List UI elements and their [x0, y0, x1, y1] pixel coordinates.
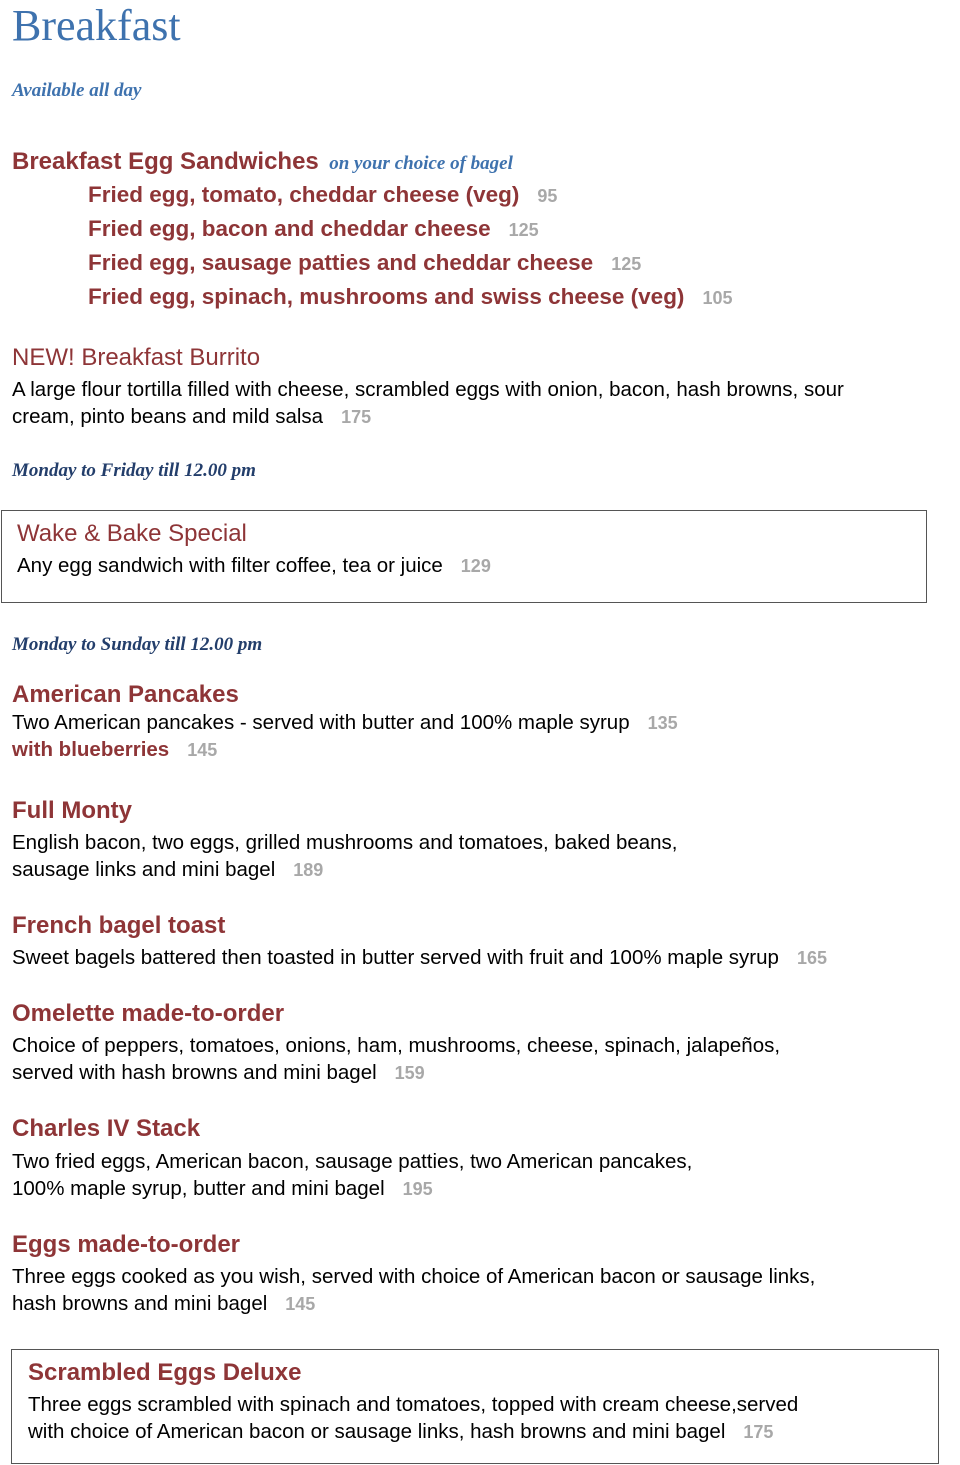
sandwich-item: Fried egg, tomato, cheddar cheese (veg) 95: [88, 182, 558, 207]
price: 95: [537, 186, 558, 206]
wake-bake-heading: Wake & Bake Special: [17, 520, 247, 547]
charles-line2: 100% maple syrup, butter and mini bagel 195: [12, 1177, 433, 1200]
price: 145: [187, 740, 218, 760]
pancakes-desc: Two American pancakes - served with butter and 100% maple syrup 135: [12, 711, 678, 734]
price: 125: [611, 254, 642, 274]
french-toast-heading: French bagel toast: [12, 912, 226, 939]
sandwiches-title: Breakfast Egg Sandwiches: [12, 148, 319, 175]
omelette-line1: Choice of peppers, tomatoes, onions, ham, mushrooms, cheese, spinach, jalapeños,: [12, 1034, 781, 1057]
price: 135: [647, 713, 678, 733]
price: 195: [402, 1179, 433, 1199]
price: 159: [394, 1063, 425, 1083]
scrambled-line1: Three eggs scrambled with spinach and tomatoes, topped with cream cheese,served: [28, 1393, 799, 1416]
eggs-line2: hash browns and mini bagel 145: [12, 1292, 316, 1315]
availability-note: Available all day: [12, 80, 142, 101]
french-toast-desc: Sweet bagels battered then toasted in butter served with fruit and 100% maple syrup 165: [12, 946, 827, 969]
omelette-line2: served with hash browns and mini bagel 159: [12, 1061, 425, 1084]
pancakes-heading: American Pancakes: [12, 681, 239, 708]
burrito-heading: NEW! Breakfast Burrito: [12, 344, 261, 371]
wake-bake-desc: Any egg sandwich with filter coffee, tea or juice 129: [17, 554, 491, 577]
charles-heading: Charles IV Stack: [12, 1115, 201, 1142]
pancakes-extra: with blueberries 145: [12, 738, 218, 761]
scrambled-line2: with choice of American bacon or sausage links, hash browns and mini bagel 175: [28, 1420, 774, 1443]
price: 175: [743, 1422, 774, 1442]
full-monty-line1: English bacon, two eggs, grilled mushrooms and tomatoes, baked beans,: [12, 831, 678, 854]
price: 165: [796, 948, 827, 968]
price: 129: [460, 556, 491, 576]
burrito-desc-line2: cream, pinto beans and mild salsa 175: [12, 405, 372, 428]
full-monty-heading: Full Monty: [12, 797, 132, 824]
everyday-note: Monday to Sunday till 12.00 pm: [12, 634, 263, 655]
price: 145: [285, 1294, 316, 1314]
price: 175: [341, 407, 372, 427]
sandwich-item: Fried egg, sausage patties and cheddar cheese 125: [88, 250, 642, 275]
burrito-desc-line1: A large flour tortilla filled with cheese, scrambled eggs with onion, bacon, hash browns, sour: [12, 378, 844, 401]
weekday-note: Monday to Friday till 12.00 pm: [12, 460, 256, 481]
price: 189: [293, 860, 324, 880]
price: 125: [508, 220, 539, 240]
eggs-line1: Three eggs cooked as you wish, served with choice of American bacon or sausage links,: [12, 1265, 816, 1288]
charles-line1: Two fried eggs, American bacon, sausage patties, two American pancakes,: [12, 1150, 693, 1173]
sandwich-item: Fried egg, bacon and cheddar cheese 125: [88, 216, 539, 241]
eggs-heading: Eggs made-to-order: [12, 1231, 241, 1258]
sandwiches-note: on your choice of bagel: [329, 153, 513, 174]
sandwiches-heading: [12, 148, 513, 176]
price: 105: [702, 288, 733, 308]
sandwich-item: Fried egg, spinach, mushrooms and swiss cheese (veg) 105: [88, 284, 733, 309]
omelette-heading: Omelette made-to-order: [12, 1000, 285, 1027]
full-monty-line2: sausage links and mini bagel 189: [12, 858, 324, 881]
scrambled-heading: Scrambled Eggs Deluxe: [28, 1359, 302, 1386]
page-title: Breakfast: [12, 1, 181, 50]
